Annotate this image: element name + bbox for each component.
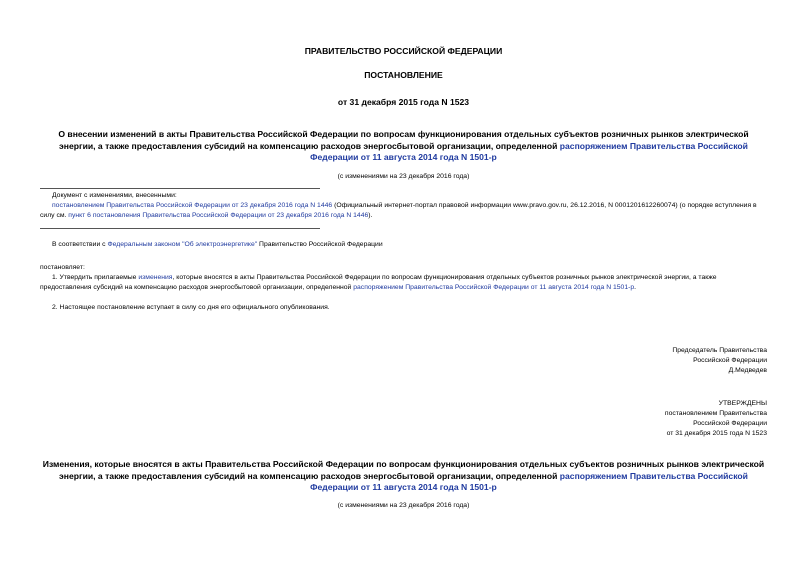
document-title [40, 129, 767, 164]
amendment-link-point6[interactable]: пункт 6 постановления Правительства Российской Федерации от 23 декабря 2016 года N 1446 [68, 212, 369, 219]
appendix-link-order-1501[interactable]: распоряжением Правительства Российской Федерации от 11 августа 2014 года N 1501-р [310, 470, 748, 492]
amendments-list [40, 201, 767, 221]
approved-line-4: от 31 декабря 2015 года N 1523 [666, 430, 767, 437]
amendment-link-1446[interactable]: постановлением Правительства Российской Федерации от 23 декабря 2016 года N 1446 [52, 202, 333, 209]
signature-block [672, 346, 767, 376]
approved-block [665, 399, 767, 439]
preamble-text-before: В соответствии с [52, 241, 108, 248]
preamble [52, 240, 767, 250]
signature-name: Д.Медведев [728, 367, 767, 374]
signature-country: Российской Федерации [693, 357, 767, 364]
changes-link[interactable]: изменения [138, 274, 173, 281]
preamble-text-after: Правительство Российской Федерации [257, 241, 383, 248]
title-text: О внесении изменений в акты Правительства Российской Федерации по вопросам функционирования отдельных субъектов розничных рынков электрической энергии, а также предоставления субсидий на компенсацию расходов энергосбытовой организации, определенной [58, 129, 749, 151]
law-link-electroenergetics[interactable]: Федеральным законом "Об электроэнергетике" [107, 241, 258, 248]
appendix-title-text: Изменения, которые вносятся в акты Правительства Российской Федерации по вопросам функционирования отдельных субъектов розничных рынков электрической энергии, а также предоставления субсидий на компенсацию расходов энергосбытовой организации, определенной [42, 459, 765, 481]
item-2: 2. Настоящее постановление вступает в силу со дня его официального опубликования. [52, 304, 330, 311]
item-1 [40, 273, 767, 293]
signature-title: Председатель Правительства [672, 347, 767, 354]
item1-text-a: 1. Утвердить прилагаемые [52, 274, 139, 281]
appendix-title [40, 459, 767, 494]
government-heading: ПРАВИТЕЛЬСТВО РОССИЙСКОЙ ФЕДЕРАЦИИ [304, 46, 503, 56]
approved-line-3: Российской Федерации [693, 420, 767, 427]
amendment-source-text: (Официальный интернет-портал правовой информации www.pravo.gov.ru, 26.12.2016, N 0001201612260074) (о порядке вступления в силу см. [40, 202, 757, 219]
title-link-order-1501[interactable]: распоряжением Правительства Российской Федерации от 11 августа 2014 года N 1501-р [310, 140, 748, 162]
item1-link-order-1501[interactable]: распоряжением Правительства Российской Федерации от 11 августа 2014 года N 1501-р [353, 284, 635, 291]
appendix-changes-note: (с изменениями на 23 декабря 2016 года) [337, 502, 470, 509]
resolves-word: постановляет: [40, 264, 85, 271]
changes-note: (с изменениями на 23 декабря 2016 года) [337, 173, 470, 180]
amendments-intro: Документ с изменениями, внесенными: [52, 192, 177, 199]
amendment-closing: ). [368, 212, 373, 219]
approved-heading: УТВЕРЖДЕНЫ [718, 400, 767, 407]
item1-text-c: . [634, 284, 637, 291]
divider-bottom [40, 228, 320, 229]
doc-date-number: от 31 декабря 2015 года N 1523 [337, 97, 470, 107]
approved-line-2: постановлением Правительства [664, 410, 767, 417]
divider-top [40, 188, 320, 189]
item1-text-b: , которые вносятся в акты Правительства Российской Федерации по вопросам функционирования отдельных субъектов розничных рынков электрической энергии, а также предоставления субсидий на компенсацию расходов энергосбытовой организации, определенной [40, 274, 717, 291]
doc-type-heading: ПОСТАНОВЛЕНИЕ [364, 70, 443, 80]
